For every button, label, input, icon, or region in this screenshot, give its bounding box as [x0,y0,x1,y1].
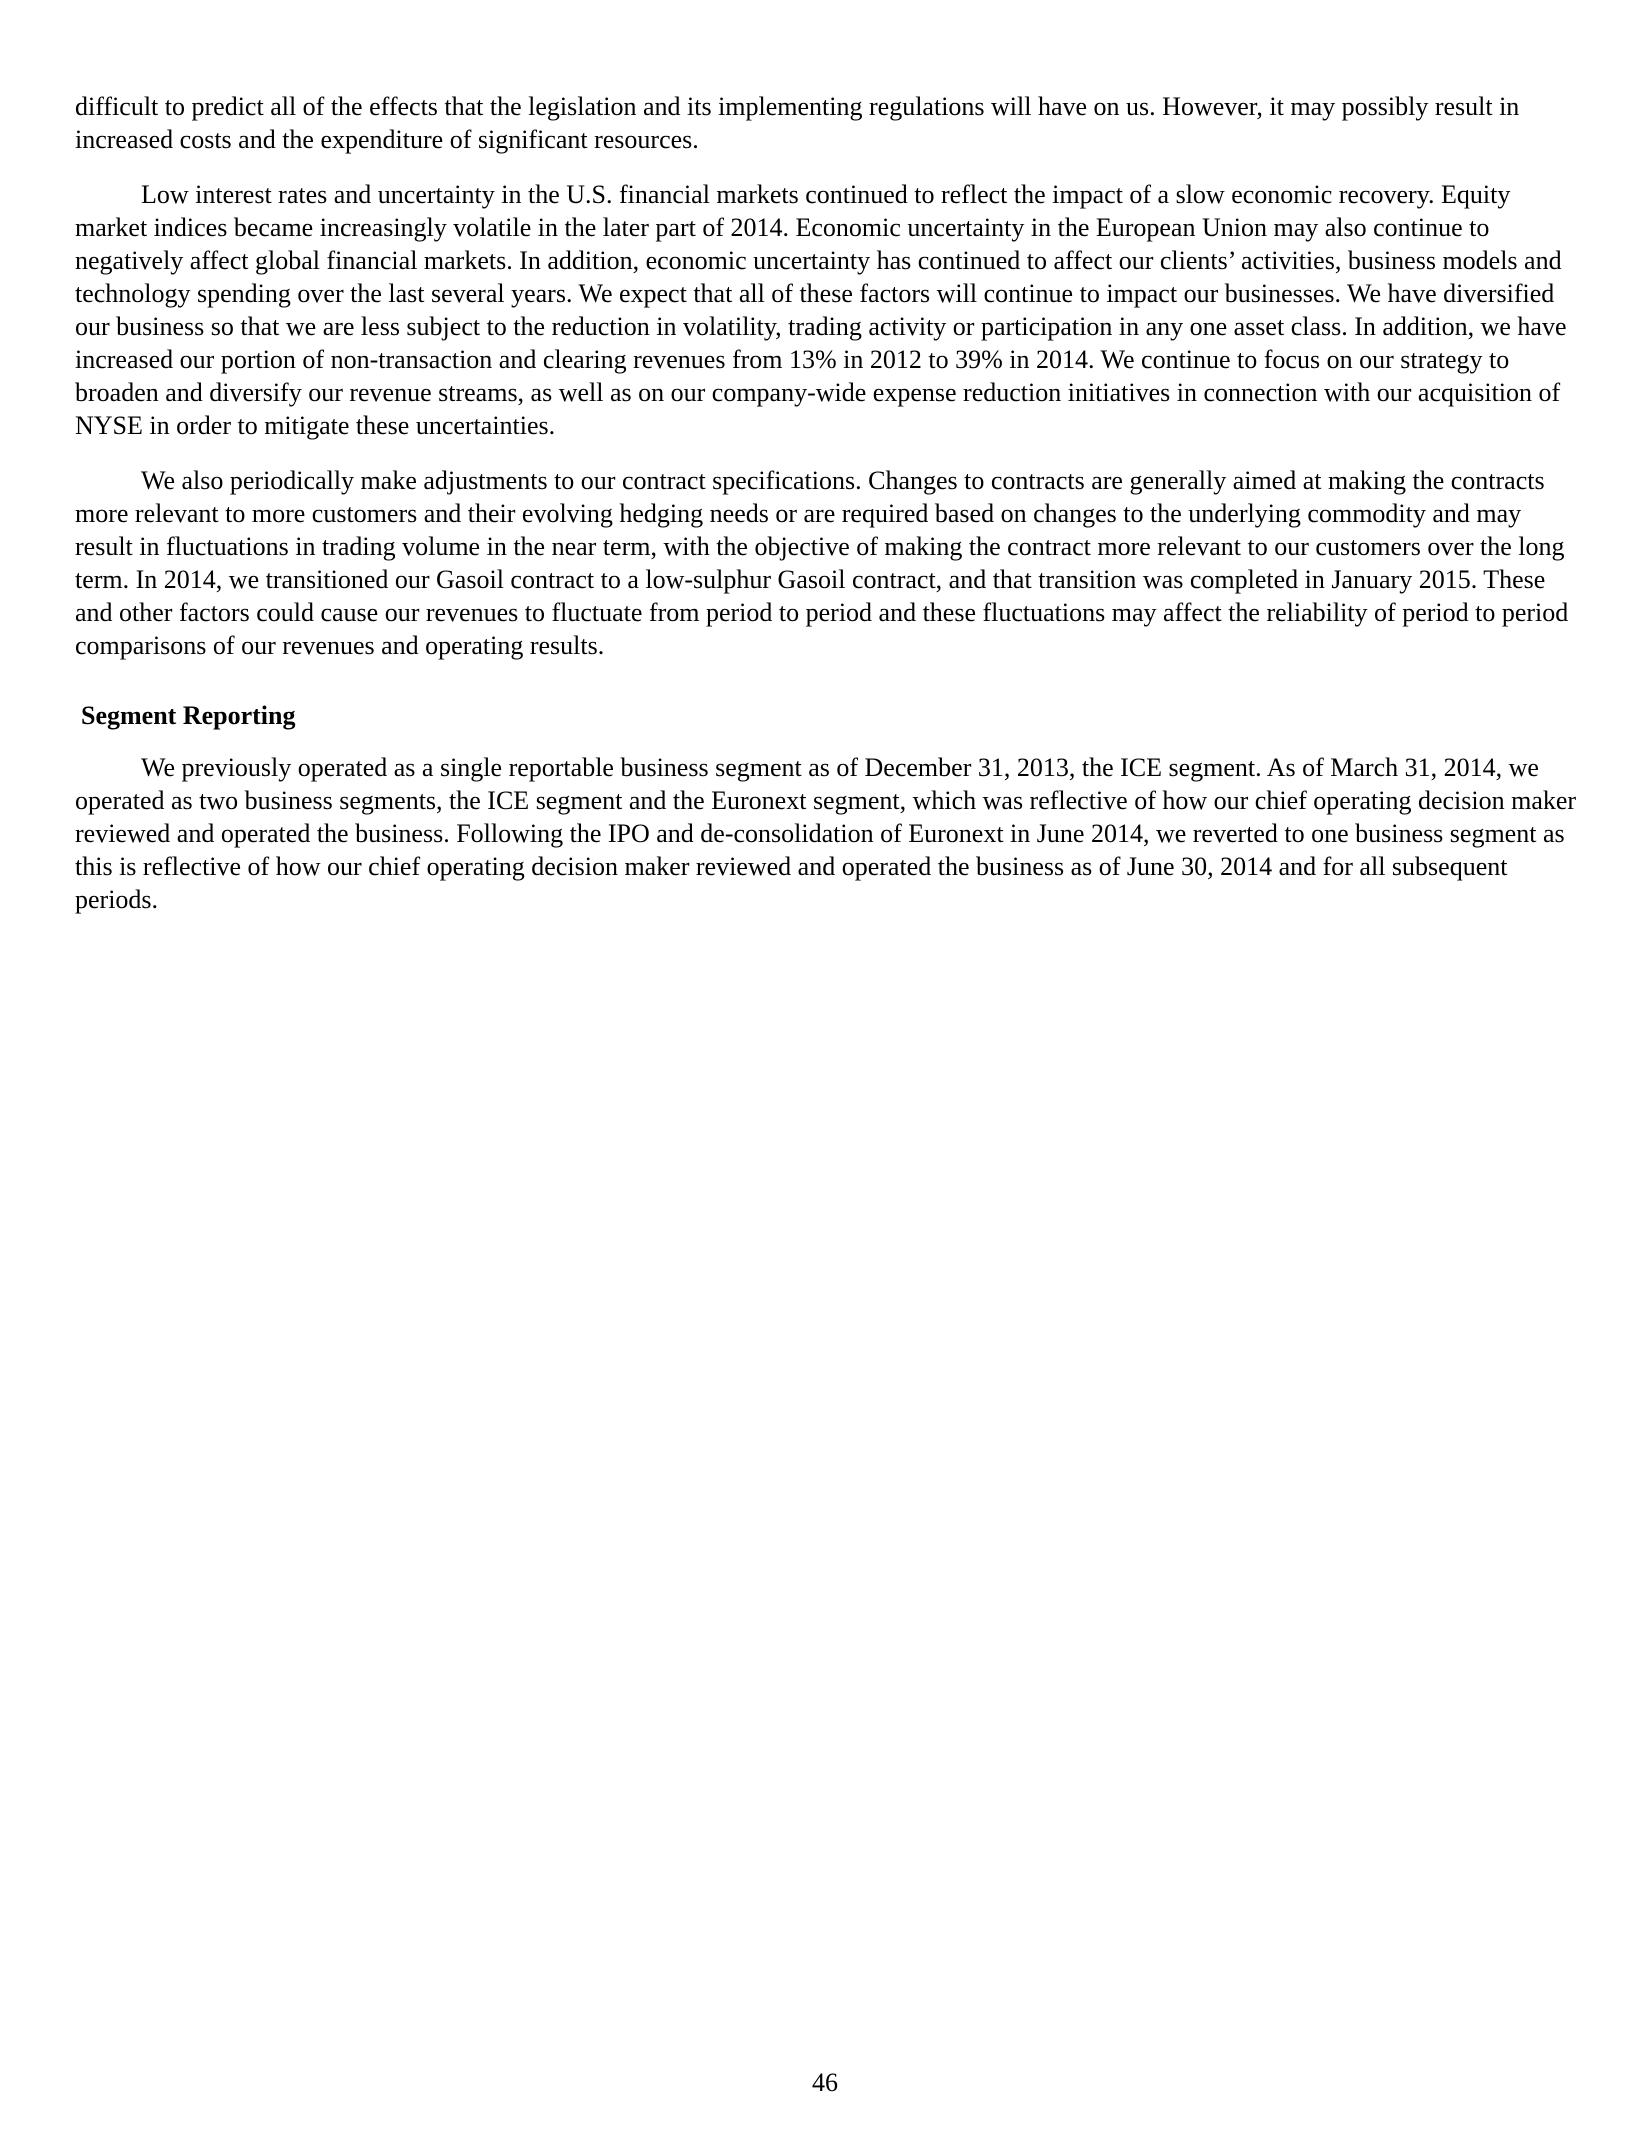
paragraph-economic-conditions: Low interest rates and uncertainty in the U.S. financial markets continued to reflect the impact of a slow economic recovery. Equity market indices became increasingly volatile in the later part of 2014. Economic uncertainty in the European Union may also continue to negatively affect global financial markets. In addition, economic uncertainty has continued to affect our clients’ activities, business models and technology spending over the last several years. We expect that all of these factors will continue to impact our businesses. We have diversified our business so that we are less subject to the reduction in volatility, trading activity or participation in any one asset class. In addition, we have increased our portion of non-transaction and clearing revenues from 13% in 2012 to 39% in 2014. We continue to focus on our strategy to broaden and diversify our revenue streams, as well as on our company-wide expense reduction initiatives in connection with our acquisition of NYSE in order to mitigate these uncertainties. [75,180,1567,440]
paragraph-contract-adjustments: We also periodically make adjustments to our contract specifications. Changes to contracts are generally aimed at making the contracts more relevant to more customers and their evolving hedging needs or are required based on changes to the underlying commodity and may result in fluctuations in trading volume in the near term, with the objective of making the contract more relevant to our customers over the long term. In 2014, we transitioned our Gasoil contract to a low-sulphur Gasoil contract, and that transition was completed in January 2015. These and other factors could cause our revenues to fluctuate from period to period and these fluctuations may affect the reliability of period to period comparisons of our revenues and operating results. [75,466,1569,660]
section-heading-segment-reporting: Segment Reporting [81,701,296,730]
page-number: 46 [812,2068,838,2097]
paragraph-continuation: difficult to predict all of the effects that the legislation and its implementing regulations will have on us. However, it may possibly result in increased costs and the expenditure of significant resources. [75,92,1520,154]
paragraph-segment-history: We previously operated as a single reportable business segment as of December 31, 2013, the ICE segment. As of March 31, 2014, we operated as two business segments, the ICE segment and the Euronext segment, which was reflective of how our chief operating decision maker reviewed and operated the business. Following the IPO and de-consolidation of Euronext in June 2014, we reverted to one business segment as this is reflective of how our chief operating decision maker reviewed and operated the business as of June 30, 2014 and for all subsequent periods. [75,753,1577,914]
page-content [75,0,1580,938]
